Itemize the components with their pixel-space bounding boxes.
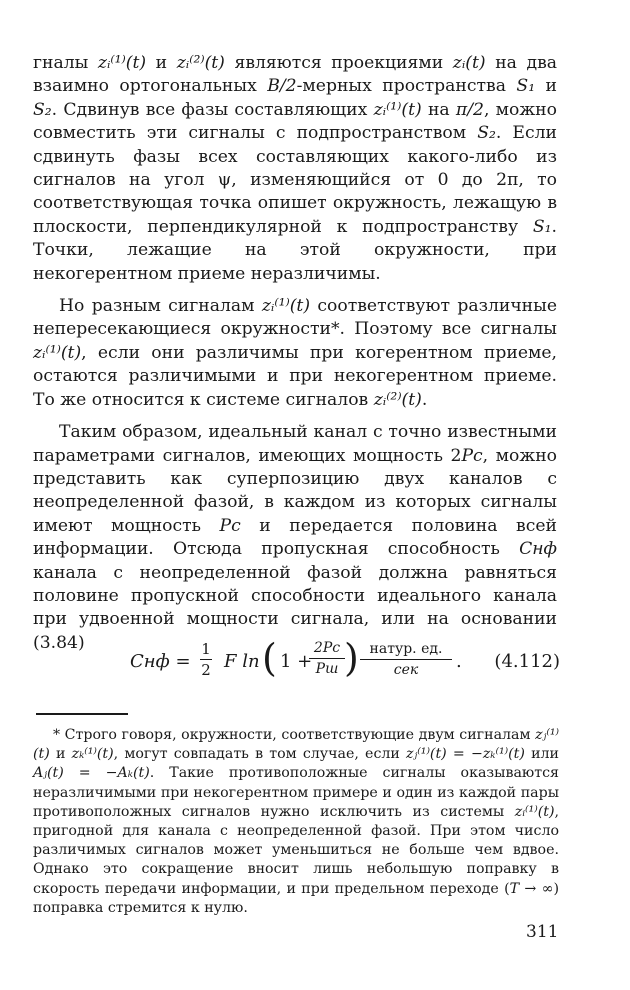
formula-period: . (456, 651, 462, 672)
math-z-j-1: zⱼ⁽¹⁾(t) (406, 746, 447, 763)
math-z-j-1: zⱼ⁽¹⁾(t) (33, 727, 559, 763)
math-s1: S₁ (532, 216, 552, 237)
math-z-i-1: zᵢ⁽¹⁾(t) (373, 99, 422, 120)
formula-right-paren: ) (344, 636, 359, 680)
math-a-k: Aₖ(t) (117, 765, 150, 782)
paragraph-3: Таким образом, идеальный канал с точно известными параметрами сигналов, имеющих мощность 2Pc, можно представить как суперпозицию двух каналов с неопределенной фазой, в каждом из которых сигналы имеют мощность Pc и передается половина всей информации. Отсюда пропускная способность Cнф канала с неопределенной фазой должна равняться половине пропускной способности идеального канала при удвоенной мощности сигнала, или на основании (3.84) (33, 422, 557, 653)
math-s1: S₁ (516, 76, 536, 97)
equation-number: (4.112) (494, 651, 560, 672)
math-z-i-1: zᵢ⁽¹⁾(t) (514, 803, 555, 820)
paragraph-1: гналы zᵢ⁽¹⁾(t) и zᵢ⁽²⁾(t) являются проекциями zᵢ(t) на два взаимно ортогональных B/2-мерных пространства S₁ и S₂. Сдвинув все фазы составляющих zᵢ⁽¹⁾(t) на π/2, можно совместить эти сигналы с подпространством S₂. Если сдвинуть фазы всех составляющих какого-либо из сигналов на угол ψ, изменяющийся от 0 до 2π, то соответствующая точка опишет окружность, лежащую в плоскости, перпендикулярной к подпространству S₁. Точки, лежащие на этой окружности, при некогерентном приеме неразличимы. (33, 53, 558, 284)
footnote: * Строго говоря, окружности, соответствующие двум сигналам zⱼ⁽¹⁾(t) и zₖ⁽¹⁾(t), могут совпадать в том случае, если zⱼ⁽¹⁾(t) = −zₖ⁽¹⁾(t) или Aⱼ(t) = −Aₖ(t). Такие противоположные сигналы оказываются неразличимыми при некогерентном примере и один из каждой пары противоположных сигналов нужно исключить из системы zᵢ⁽¹⁾(t), пригодной для канала с неопределенной фазой. При этом число различимых сигналов может уменьшиться не больше чем вдвое. Однако это сокращение вносит лишь небольшую поправку в скорость передачи информации, и при предельном переходе (T → ∞) поправка стремится к нулю. (33, 727, 560, 916)
math-z-i-1: zᵢ⁽¹⁾(t) (33, 342, 82, 363)
math-pi-over-2: π/2 (455, 99, 484, 120)
formula-one-plus: 1 + (280, 651, 313, 672)
page-number: 311 (526, 922, 559, 942)
math-z-i-2: zᵢ⁽²⁾(t) (176, 53, 225, 73)
math-c-nf: Cнф (519, 539, 557, 560)
math-t-to-infinity: T → ∞ (509, 880, 554, 897)
math-z-i: zᵢ(t) (452, 53, 486, 73)
formula-units: натур. ед. сек (360, 639, 452, 680)
math-p-c: Pc (461, 445, 483, 466)
math-s2: S₂ (33, 99, 52, 120)
math-z-i-1: zᵢ⁽¹⁾(t) (97, 53, 147, 73)
formula-one-half: 1 2 (201, 640, 211, 679)
math-z-i-2: zᵢ⁽²⁾(t) (373, 389, 422, 410)
math-z-k-1: zₖ⁽¹⁾(t) (482, 746, 525, 763)
math-p-c: Pc (219, 515, 241, 536)
math-b-over-2: B/2 (267, 76, 297, 97)
formula-lhs: Cнф = (130, 651, 191, 672)
main-text (33, 52, 557, 655)
math-s2: S₂ (477, 123, 496, 144)
formula-f-ln: F ln (224, 651, 260, 672)
math-a-j: Aⱼ(t) (33, 765, 64, 782)
math-z-i-1: zᵢ⁽¹⁾(t) (261, 296, 311, 317)
formula-snr-fraction: 2Pc Pш (309, 638, 345, 679)
footnote-divider (36, 713, 128, 715)
display-formula (120, 634, 560, 690)
formula-left-paren: ( (262, 636, 277, 680)
paragraph-2: Но разным сигналам zᵢ⁽¹⁾(t) соответствуют различные непересекающиеся окружности*. Поэтому все сигналы zᵢ⁽¹⁾(t), если они различимы при когерентном приеме, остаются различимыми и при некогерентном приеме. То же относится к системе сигналов zᵢ⁽²⁾(t). (33, 296, 557, 410)
math-z-k-1: zₖ⁽¹⁾(t) (71, 746, 114, 763)
